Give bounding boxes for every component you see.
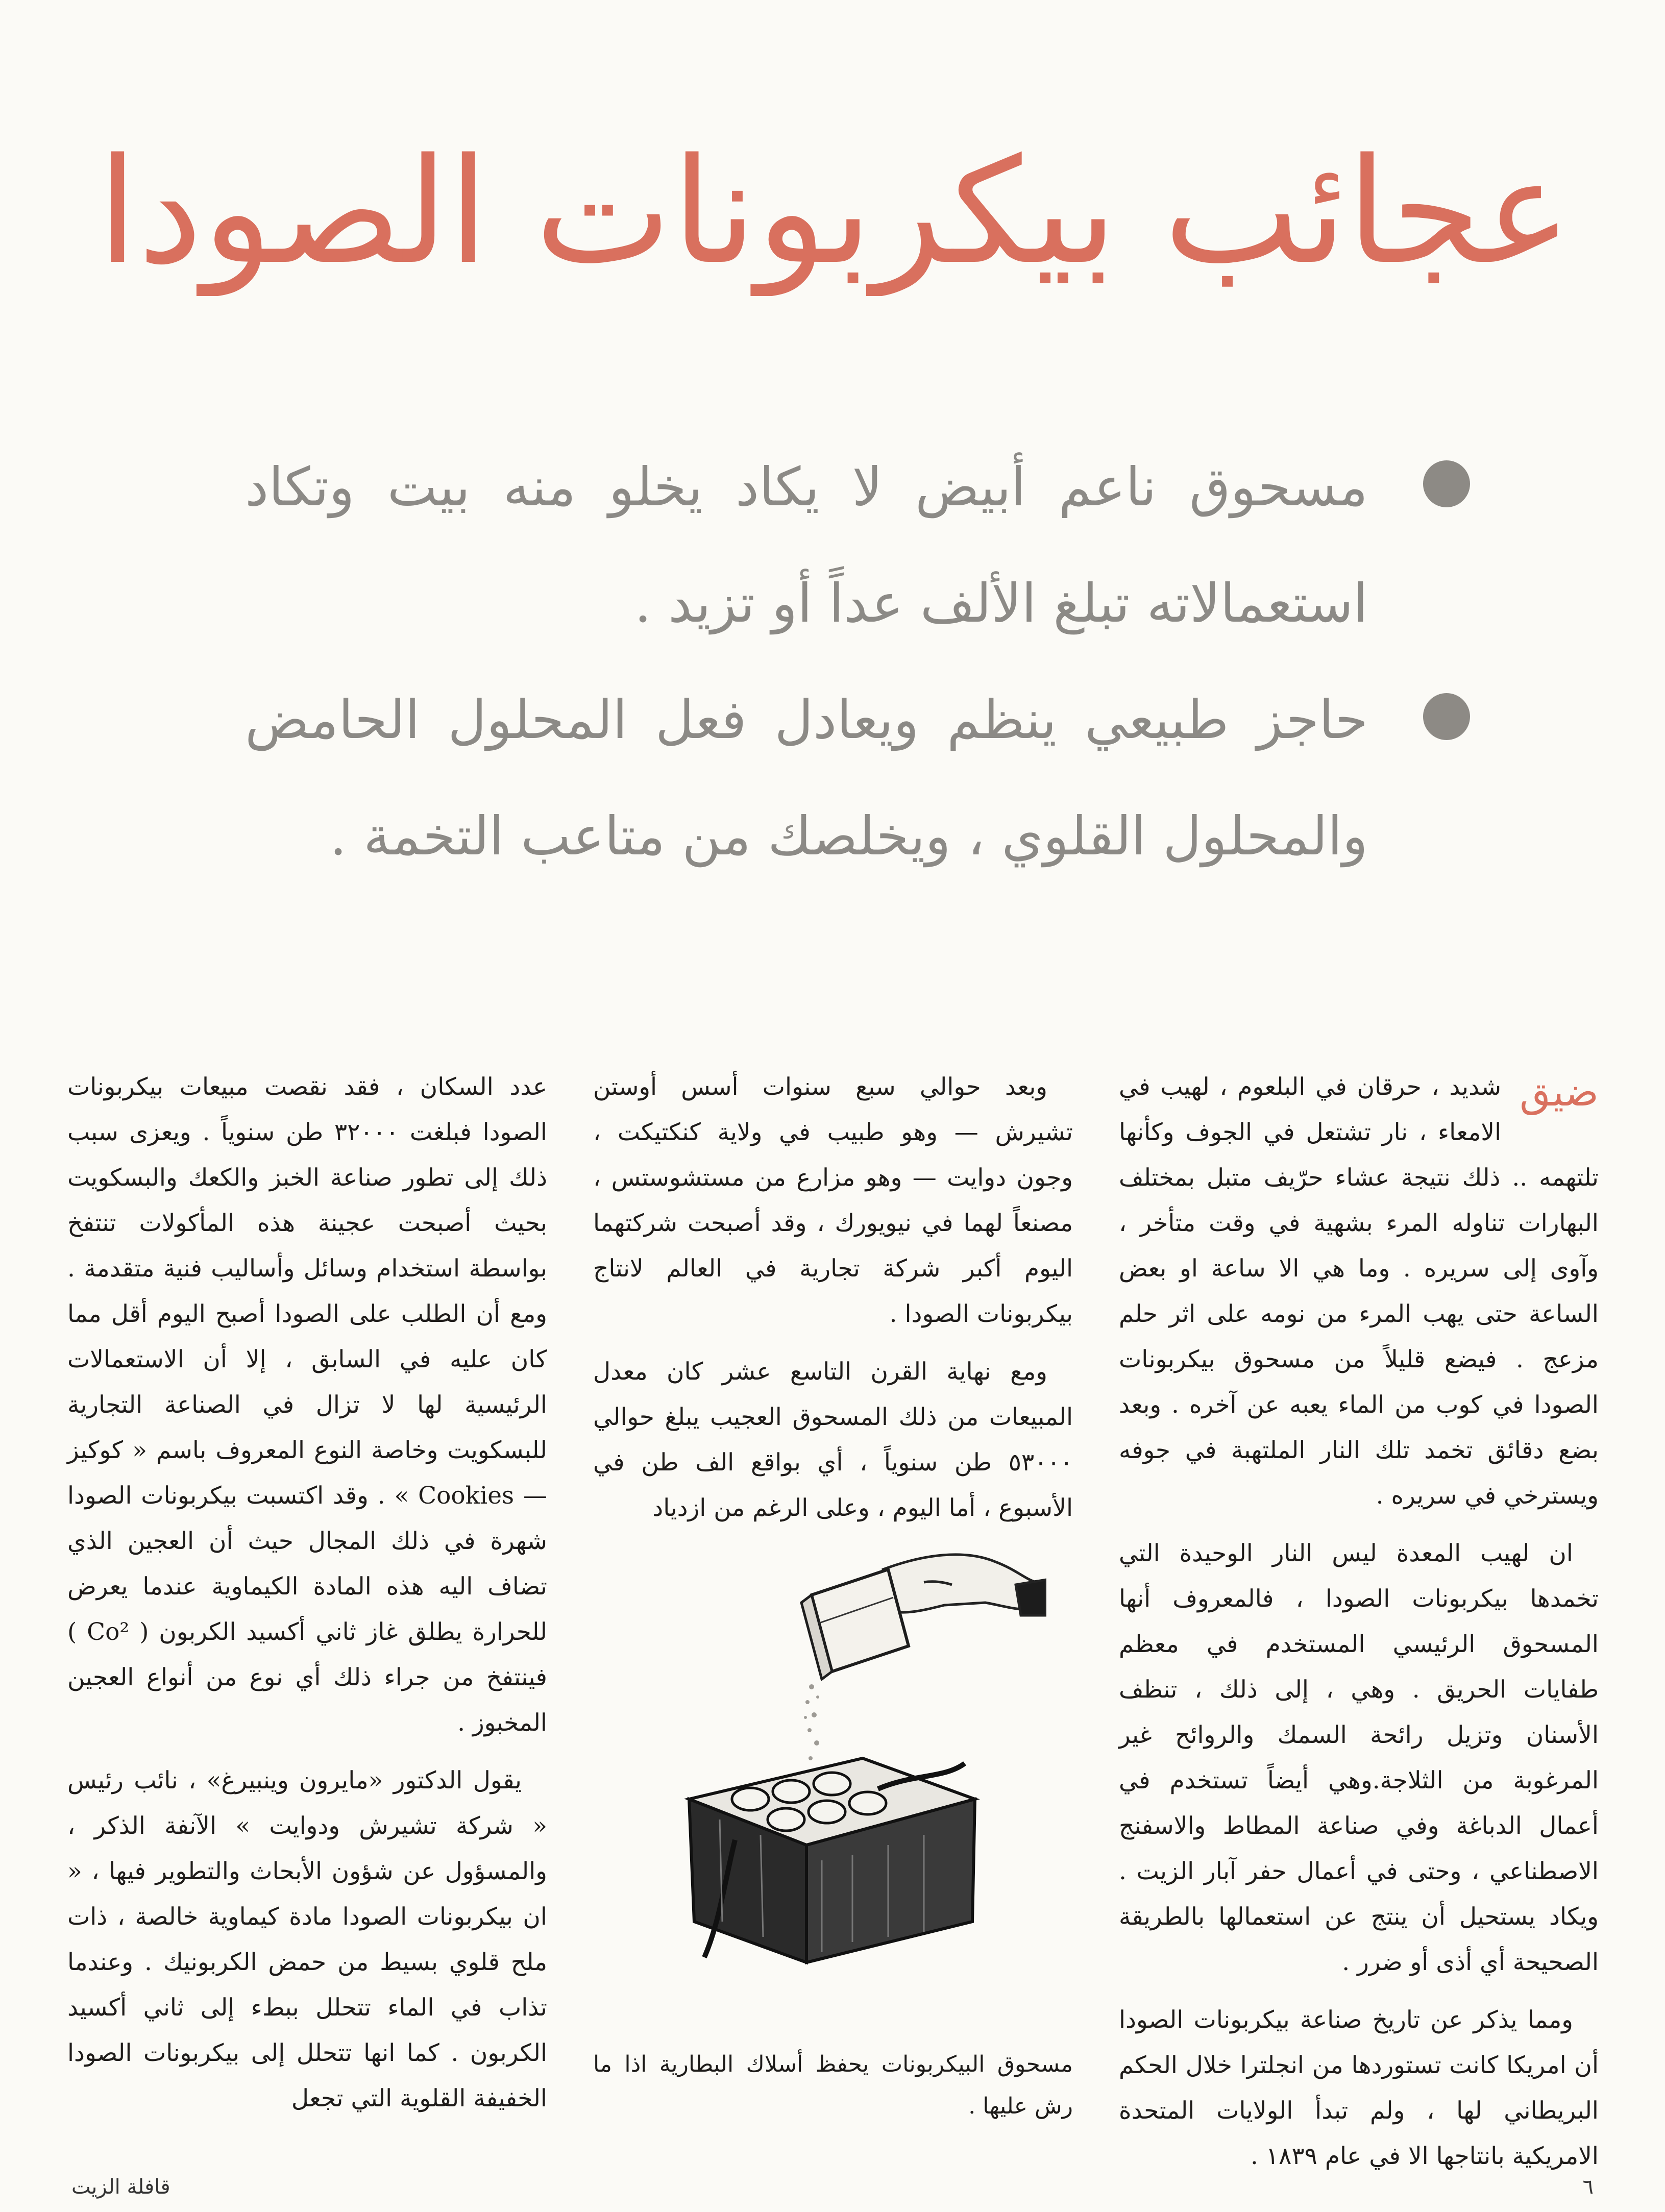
section-label: ضيق xyxy=(1520,1069,1599,1115)
paragraph-text: شديد ، حرقان في البلعوم ، لهيب في الامعاء ، نار تشتعل في الجوف وكأنها تلتهمه .. ذلك نتيجة عشاء حرّيف متبل بمختلف البهارات تناوله المرء بشهية في وقت متأخر ، وآوى إلى سريره . وما هي الا ساعة او بعض الساعة حتى يهب المرء من نومه على اثر حلم مزعج . فيضع قليلاً من مسحوق بيكربونات الصودا في كوب من الماء يعبه عن آخره . وبعد بضع دقائق تخمد تلك النار الملتهبة في جوفه ويسترخي في سريره . xyxy=(1119,1073,1599,1510)
column-left xyxy=(67,1064,547,2133)
intro-bullet-item xyxy=(245,661,1470,894)
figure-caption: مسحوق البيكربونات يحفظ أسلاك البطارية اذا ما رش عليها . xyxy=(593,2051,1073,2119)
paragraph: وبعد حوالي سبع سنوات أسس أوستن تشيرش — وهو طبيب في ولاية كنكتيكت ، وجون دوايت — وهو مزارع من مستشوستس ، مصنعاً لهما في نيويورك ، وقد أصبحت شركتهما اليوم أكبر شركة تجارية في العالم لانتاج بيكربونات الصودا . xyxy=(593,1073,1073,1328)
paragraph: ومع نهاية القرن التاسع عشر كان معدل المبيعات من ذلك المسحوق العجيب يبلغ حوالي ٥٣٠٠٠ طن سنوياً ، أي بواقع الف طن في الأسبوع ، أما اليوم ، وعلى الرغم من ازدياد xyxy=(593,1358,1073,1522)
bullet-dot-icon xyxy=(1423,693,1470,740)
intro-text: حاجز طبيعي ينظم ويعادل فعل المحلول الحامض والمحلول القلوي ، ويخلصك من متاعب التخمة . xyxy=(245,689,1368,867)
magazine-name: قافلة الزيت xyxy=(71,2175,170,2199)
bullet-dot-icon xyxy=(1423,460,1470,507)
intro-bullets xyxy=(245,429,1470,894)
article-title: عجائب بيكربونات الصودا xyxy=(97,128,1572,296)
paragraph: يقول الدكتور «مايرون وينبيرغ» ، نائب رئيس « شركة تشيرش ودوايت » الآنفة الذكر ، والمسؤول عن شؤون الأبحاث والتطوير فيها ، « ان بيكربونات الصودا مادة كيماوية خالصة ، ذات ملح قلوي بسيط من حمض الكربونيك . وعندما تذاب في الماء تتحلل ببطء إلى ثاني أكسيد الكربون . كما انها تتحلل إلى بيكربونات الصودا الخفيفة القلوية التي تجعل xyxy=(67,1766,547,2112)
soda-box-icon xyxy=(801,1569,909,1679)
page-number: ٦ xyxy=(1582,2175,1594,2199)
intro-text: مسحوق ناعم أبيض لا يكاد يخلو منه بيت وتكاد استعمالاته تبلغ الألف عداً أو تزيد . xyxy=(245,456,1368,634)
intro-bullet-item xyxy=(245,429,1470,661)
hand-icon xyxy=(883,1555,1046,1615)
battery-illustration xyxy=(658,1534,1046,1968)
paragraph xyxy=(1119,1064,1599,1518)
powder-stream xyxy=(804,1684,819,1773)
battery-icon xyxy=(689,1758,975,1962)
page-footer xyxy=(46,2175,1619,2206)
paragraph: ان لهيب المعدة ليس النار الوحيدة التي تخمدها بيكربونات الصودا ، فالمعروف أنها المسحوق الرئيسي المستخدم في معظم طفايات الحريق . وهي ، إلى ذلك ، تنظف الأسنان وتزيل رائحة السمك والروائح غير المرغوبة من الثلاجة.وهي أيضاً تستخدم في أعمال الدباغة وفي صناعة المطاط والاسفنج الاصطناعي ، وحتى في أعمال حفر آبار الزيت . ويكاد يستحيل أن ينتج عن استعمالها بالطريقة الصحيحة أي أذى أو ضرر . xyxy=(1119,1539,1599,1976)
column-middle xyxy=(593,1064,1073,1543)
column-right xyxy=(1119,1064,1599,2191)
paragraph: عدد السكان ، فقد نقصت مبيعات بيكربونات الصودا فبلغت ٣٢٠٠٠ طن سنوياً . ويعزى سبب ذلك إلى تطور صناعة الخبز والكعك والبسكويت بحيث أصبحت عجينة هذه المأكولات تنتفخ بواسطة استخدام وسائل وأساليب فنية متقدمة . ومع أن الطلب على الصودا أصبح اليوم أقل مما كان عليه في السابق ، إلا أن الاستعمالات الرئيسية لها لا تزال في الصناعة التجارية للبسكويت وخاصة النوع المعروف باسم « كوكيز — Cookies » . وقد اكتسبت بيكربونات الصودا شهرة في ذلك المجال حيث أن العجين الذي تضاف اليه هذه المادة الكيماوية عندما يعرض للحرارة يطلق غاز ثاني أكسيد الكربون ( Co² ) فينتفخ من جراء ذلك أي نوع من أنواع العجين المخبوز . xyxy=(67,1073,547,1737)
paragraph: ومما يذكر عن تاريخ صناعة بيكربونات الصودا أن امريكا كانت تستوردها من انجلترا خلال الحكم البريطاني لها ، ولم تبدأ الولايات المتحدة الامريكية بانتاجها الا في عام ١٨٣٩ . xyxy=(1119,2006,1599,2170)
